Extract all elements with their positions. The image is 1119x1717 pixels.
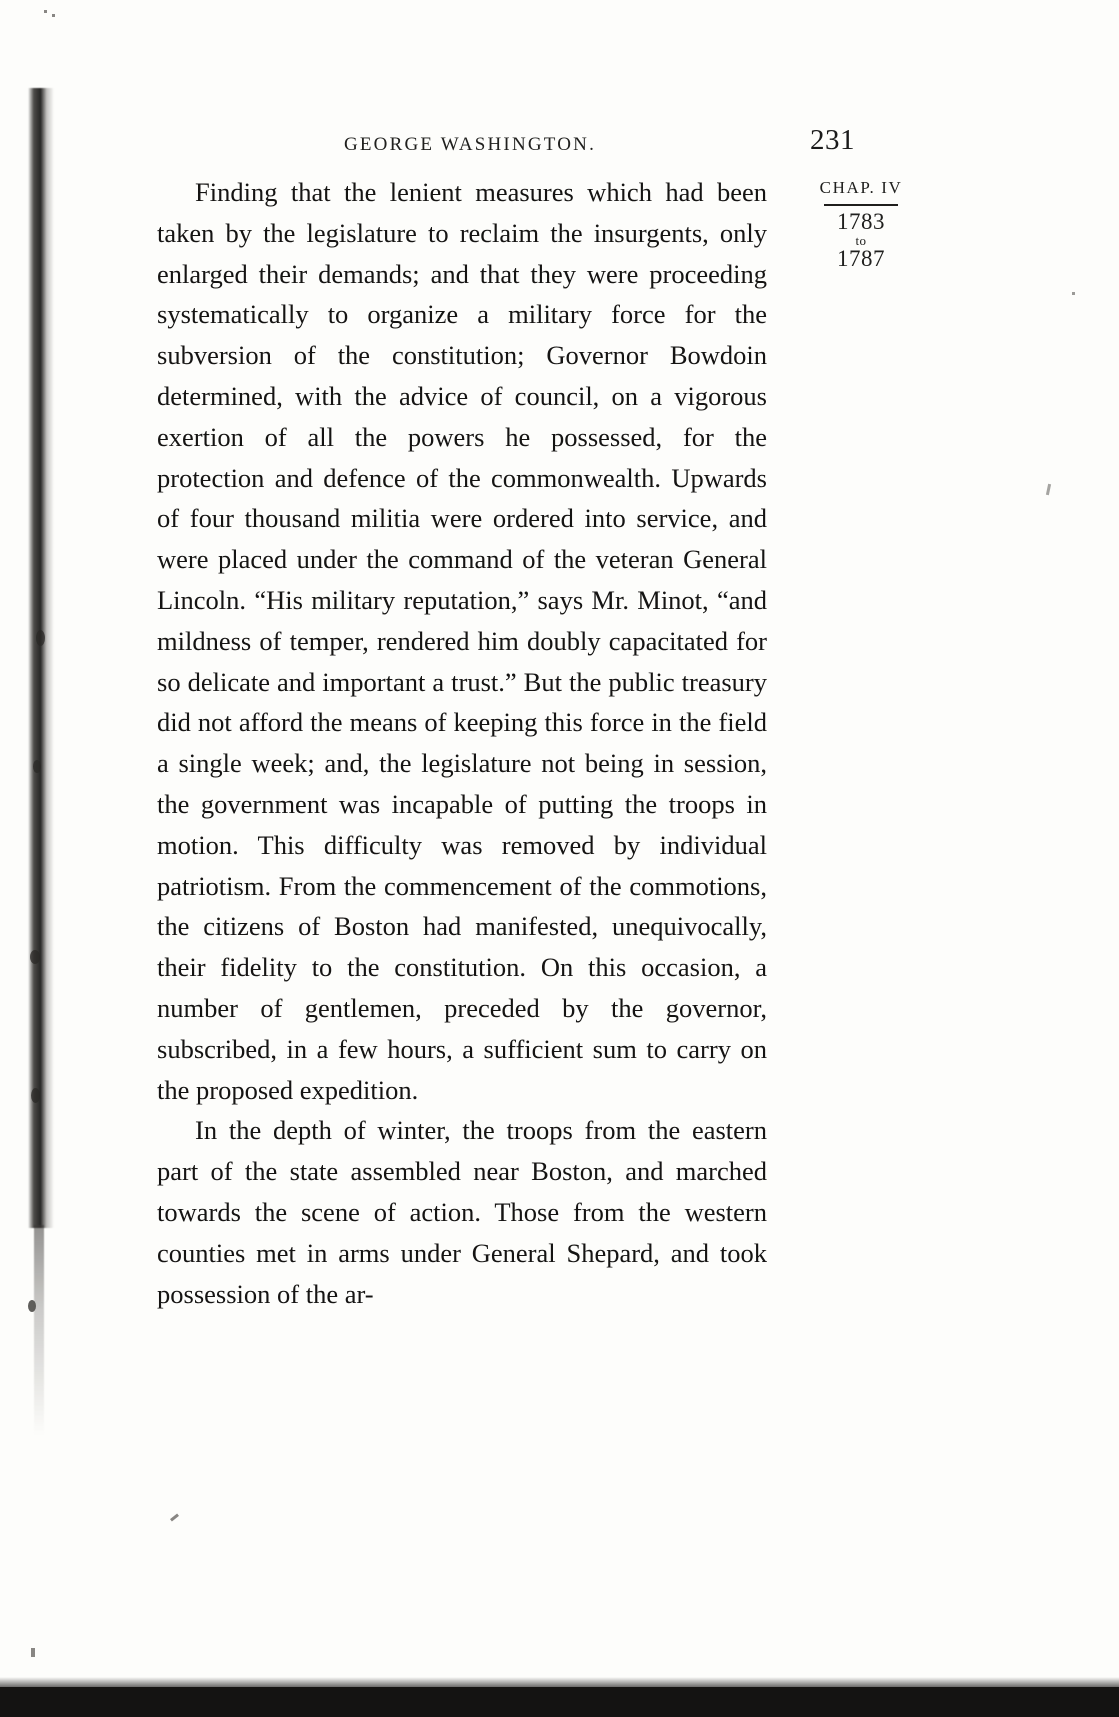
scan-speckle [30,950,40,964]
margin-divider [824,204,898,206]
scan-fleck [1046,484,1051,495]
scan-fleck [31,1648,35,1657]
margin-year-from: 1783 [837,209,885,234]
margin-chapter-label: CHAP. IV [819,178,903,197]
page-number: 231 [810,124,855,156]
scan-edge-shadow [0,1687,1119,1717]
scan-fleck [44,10,47,13]
paragraph: In the depth of winter, the troops from the eastern part of the state assembled near Boston, and marched towards the scene of action. Those from the western counties met in arms under General Shepard, and took possession of the ar- [157,1115,767,1309]
scan-gutter-fade [34,1225,44,1435]
paragraph: Finding that the lenient measures which had been taken by the legislature to reclaim the insurgents, only enlarged their demands; and that they were proceeding systematically to organize a military force for the subversion of the constitution; Governor Bowdoin determined, with the advice of council, on a vigorous exertion of all the powers he possessed, for the protection and defence of the commonwealth. Upwards of four thousand militia were ordered into service, and were placed under the command of the veteran General Lincoln. “His military reputation,” says Mr. Minot, “and mildness of temper, rendered him doubly capacitated for so delicate and important a trust.” But the public treasury did not afford the means of keeping this force in the field a single week; and, the legislature not being in session, the government was incapable of putting the troops in motion. This difficulty was removed by individual patriotism. From the commencement of the commotions, the citizens of Boston had manifested, unequivocally, their fidelity to the constitution. On this occasion, a number of gentlemen, preceded by the governor, subscribed, in a few hours, a sufficient sum to carry on the proposed expedition. [157,177,767,1105]
scan-fleck [1072,292,1075,295]
scan-gutter-shadow [28,88,54,1228]
scan-speckle [36,630,45,646]
margin-year-to: 1787 [837,246,885,272]
scan-speckle [31,1088,40,1103]
margin-note [786,178,936,271]
scan-fleck [52,14,55,17]
scan-fleck [170,1514,179,1522]
margin-to-label: to [855,233,867,249]
body-text [157,172,767,1314]
scan-speckle [33,760,41,773]
running-head: GEORGE WASHINGTON. [343,134,597,155]
